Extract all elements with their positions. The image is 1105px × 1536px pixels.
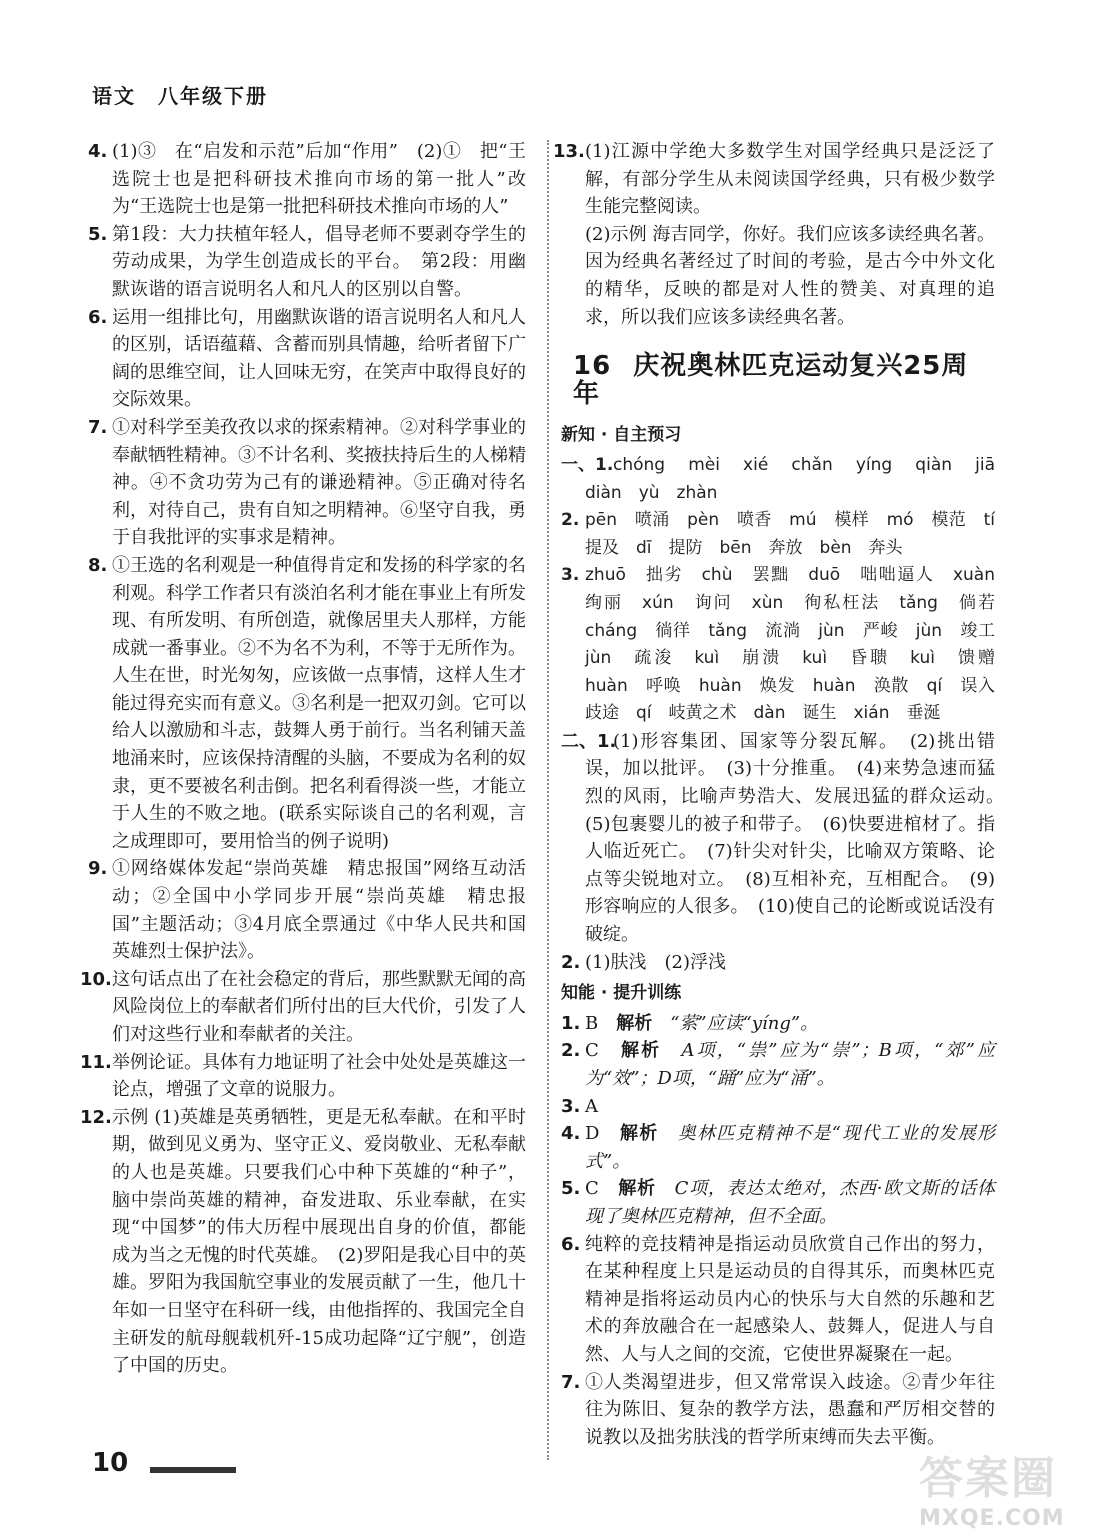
item-number: 8. — [88, 554, 108, 576]
item-number: 4. — [561, 1123, 581, 1145]
answer-text: ①网络媒体发起“崇尚英雄 精忠报国”网络互动活动；②全国中小学同步开展“崇尚英雄 精忠报国”主题活动；③4月底全票通过《中华人民共和国英雄烈士保护法》。 — [112, 858, 526, 963]
answer-item — [561, 949, 995, 977]
column-divider — [547, 140, 549, 1460]
item-number: 5. — [88, 223, 108, 245]
answer-item — [561, 452, 1012, 507]
answer-item — [88, 855, 526, 965]
answer-item — [561, 1093, 995, 1121]
answer-item — [80, 1104, 526, 1380]
item-number: 7. — [88, 416, 108, 438]
answer-item — [561, 1369, 995, 1452]
item-number: 7. — [561, 1371, 581, 1393]
page-header — [92, 80, 268, 109]
choice-answer: B — [585, 1012, 599, 1034]
left-column — [80, 138, 526, 1380]
choice-answer: A — [585, 1095, 598, 1117]
lesson-title — [573, 353, 995, 408]
lesson-number: 16 — [573, 351, 612, 382]
choice-answer: D — [585, 1123, 600, 1145]
lesson-title-text: 庆祝奥林匹克运动复兴25周年 — [573, 351, 969, 409]
item-number: 13. — [553, 141, 585, 162]
answer-item — [561, 1120, 996, 1175]
item-number: 4. — [88, 141, 108, 162]
item-number: 2. — [561, 510, 580, 531]
item-number: 2. — [561, 951, 581, 973]
choice-answer: C — [585, 1040, 599, 1062]
subject-label: 语文 — [92, 84, 136, 108]
answer-text: (1)江源中学绝大多数学生对国学经典只是泛泛了解，有部分学生从未阅读国学经典，只有极少数学生能完整阅读。 — [585, 141, 995, 218]
answer-text: (1)③ 在“启发和示范”后加“作用” (2)① 把“王选院士也是把科研技术推向市场的第一批人”改为“王选院士也是第一批把科研技术推向市场的人” — [112, 141, 526, 218]
watermark-logo: 答案圈 — [919, 1453, 1057, 1504]
explanation-label: 解析 — [621, 1040, 662, 1062]
answer-item — [80, 1049, 526, 1104]
answer-item — [561, 507, 1012, 562]
answer-text: 这句话点出了在社会稳定的背后，那些默默无闻的高风险岗位上的奉献者们所付出的巨大代价，引发了人们对这些行业和奉献者的关注。 — [112, 968, 526, 1045]
answer-text: 运用一组排比句，用幽默诙谐的语言说明名人和凡人的区别，话语蕴藉、含蓄而别具情趣，给听者留下广阔的思维空间，让人回味无穷，在笑声中取得良好的交际效果。 — [112, 306, 526, 411]
answer-item — [88, 552, 526, 856]
item-number: 3. — [561, 1095, 581, 1117]
explanation-text: A项，“祟”应为“崇”；B项，“郊”应为“效”；D项，“踊”应为“涌”。 — [585, 1040, 995, 1089]
answer-item — [561, 1010, 995, 1038]
item-number: 3. — [561, 565, 580, 586]
answer-text: ①对科学至美孜孜以求的探索精神。②对科学事业的奉献牺牲精神。③不计名利、奖掖扶持后生的人梯精神。④不贪功劳为己有的谦逊精神。⑤正确对待名利，对待自己，贵有自知之明精神。⑥坚守自我，勇于自我批评的实事求是精神。 — [112, 416, 526, 549]
answer-text: 纯粹的竞技精神是指运动员欣赏自己作出的努力，在某种程度上只是运动员的自得其乐，而奥林匹克精神是指将运动员内心的快乐与大自然的乐趣和艺术的奔放融合在一起感染人、鼓舞人，促进人与自然、人与人之间的交流，它使世界凝聚在一起。 — [585, 1233, 995, 1365]
answer-item — [88, 304, 526, 414]
section-heading: 知能 · 提升训练 — [561, 983, 682, 1004]
answer-item — [553, 138, 995, 221]
watermark — [919, 1442, 1097, 1530]
explanation-text: C项，表达太绝对，杰西·欧文斯的话体现了奥林匹克精神，但不全面。 — [585, 1178, 996, 1227]
answer-item — [80, 966, 526, 1049]
item-number: 一、1. — [561, 454, 614, 475]
explanation-label: 解析 — [619, 1123, 659, 1145]
answer-item — [561, 562, 1012, 728]
answer-item — [88, 414, 526, 552]
answer-text: ①王选的名利观是一种值得肯定和发扬的科学家的名利观。科学工作者只有淡泊名利才能在事业上有所发现、有所发明、有所创造，就像居里夫人那样，方能成就一番事业。②不为名不为利，不等于无所作为。人生在世，时光匆匆，应该做一点事情，这样人生才能过得充实而有意义。③名利是一把双刃剑。它可以给人以激励和斗志，鼓舞人勇于前行。当名利铺天盖地涌来时，应该保持清醒的头脑，不要成为名利的奴隶，更不要被名利击倒。把名利看得淡一些，才能立于人生的不败之地。(联系实际谈自己的名利观，言之成理即可，要用恰当的例子说明) — [112, 554, 526, 852]
explanation-label: 解析 — [616, 1012, 653, 1034]
page-number: 10 — [92, 1448, 129, 1478]
explanation-label: 解析 — [618, 1178, 656, 1200]
answer-text: (1)肤浅 (2)浮浅 — [585, 951, 726, 973]
answer-item — [88, 221, 526, 304]
item-number: 5. — [561, 1178, 581, 1200]
answer-text: ①人类渴望进步，但又常常误入歧途。②青少年往往为陈旧、复杂的教学方法，愚蠢和严厉相交替的说教以及拙劣肤浅的哲学所束缚而失去平衡。 — [585, 1371, 995, 1448]
answer-text: chóng mèi xié chǎn yíng qiàn jiā diàn yù zhàn — [585, 454, 1012, 503]
item-number: 12. — [80, 1106, 112, 1128]
explanation-text: “萦”应读“yíng”。 — [670, 1012, 819, 1034]
item-number: 11. — [80, 1051, 112, 1073]
answer-text: 示例 (1)英雄是英勇牺牲，更是无私奉献。在和平时期，做到见义勇为、坚守正义、爱岗敬业、无私奉献的人也是英雄。只要我们心中种下英雄的“种子”，脑中崇尚英雄的精神，奋发进取、乐业奉献，在实现“中国梦”的伟大历程中展现出自身的价值，都能成为当之无愧的时代英雄。 (2)罗阳是我心目中的英雄。罗阳为我国航空事业的发展贡献了一生，他几十年如一日坚守在科研一线，由他指挥的、我国完全自主研发的航母舰载机歼-15成功起降“辽宁舰”，创造了中国的历史。 — [112, 1106, 526, 1377]
item-number: 1. — [561, 1012, 581, 1034]
answer-item — [561, 1175, 996, 1230]
watermark-site: MXQE.COM — [919, 1506, 1065, 1531]
right-column — [553, 138, 1013, 1451]
item-number: 2. — [561, 1040, 581, 1062]
item-number: 10. — [80, 968, 112, 990]
choice-answer: C — [585, 1178, 599, 1200]
answer-item — [88, 138, 526, 221]
item-number: 6. — [561, 1233, 581, 1255]
explanation-text: 奥林匹克精神不是“现代工业的发展形式”。 — [585, 1123, 996, 1172]
section-heading: 新知 · 自主预习 — [561, 425, 682, 446]
answer-text: (1)形容集团、国家等分裂瓦解。 (2)挑出错误，加以批评。 (3)十分推重。 (4)来势急速而猛烈的风雨，比喻声势浩大、发展迅猛的群众运动。 (5)包裹婴儿的被子和带子。 (6)快要进棺材了。指人临近死亡。 (7)针尖对针尖，比喻双方策略、论点等尖锐地对立。 (8)互相补充，互相配合。 (9)形容响应的人很多。 (10)使自己的论断或说话没有破绽。 — [585, 730, 1013, 946]
answer-item: (2)示例 海吉同学，你好。我们应该多读经典名著。因为经典名著经过了时间的考验，是古今中外文化的精华，反映的都是对人性的赞美、对真理的追求，所以我们应该多读经典名著。 — [585, 223, 995, 328]
grade-label: 八年级下册 — [158, 84, 268, 108]
answer-text: zhuō 拙劣 chù 罢黜 duō 咄咄逼人 xuàn 绚丽 xún 询问 xùn 徇私枉法 tǎng 倘若 cháng 徜徉 tǎng 流淌 jùn 严峻 jùn 竣工 jùn 疏浚 kuì 崩溃 kuì 昏聩 kuì 馈赠 huàn 呼唤 huàn 焕发 huàn 涣散 qí 误入歧途 qí 岐黄之术 dàn 诞生 xián 垂涎 — [585, 565, 1012, 724]
item-number: 9. — [88, 858, 108, 880]
answer-item — [561, 1231, 995, 1369]
item-number: 6. — [88, 306, 108, 328]
item-number: 二、1. — [561, 730, 617, 752]
answer-item — [561, 728, 1013, 949]
answer-text: 第1段：大力扶植年轻人，倡导老师不要剥夺学生的劳动成果，为学生创造成长的平台。 第2段：用幽默诙谐的语言说明名人和凡人的区别以自警。 — [112, 223, 526, 300]
answer-text: 举例论证。具体有力地证明了社会中处处是英雄这一论点，增强了文章的说服力。 — [112, 1051, 526, 1101]
answer-text: pēn 喷涌 pèn 喷香 mú 模样 mó 模范 tí 提及 dī 提防 bēn 奔放 bèn 奔头 — [585, 510, 1012, 558]
page-number-bar — [150, 1467, 236, 1473]
answer-item — [561, 1037, 995, 1092]
